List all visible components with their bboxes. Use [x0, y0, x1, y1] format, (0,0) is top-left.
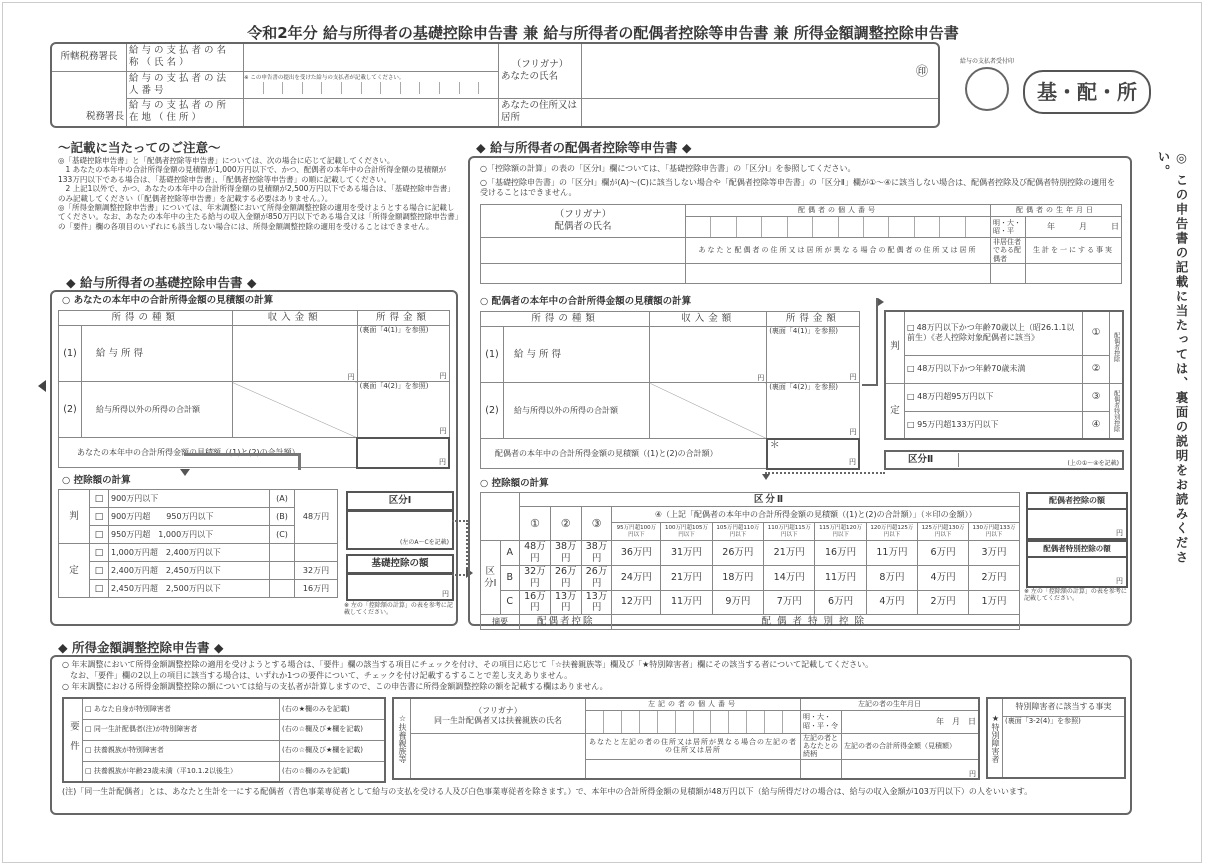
ref-note: (裏面「4(1)」を参照) [359, 326, 429, 334]
judge-option[interactable]: □ 48万円以下かつ年齢70歳以上（昭26.1.1以前生）《老人控除対象配偶者に該当》 [905, 311, 1083, 355]
sub-range-head: 125万円超130万円以下 [918, 523, 969, 541]
era-label: 明・大・昭・平・令 [801, 710, 842, 733]
kubun2-label: 区分Ⅱ [908, 454, 934, 465]
seal-mark: ㊞ [915, 64, 928, 79]
spouse-note-1: ○「控除額の計算」の表の「区分Ⅰ」欄については、「基礎控除申告書」の「区分Ⅰ」を参照してください。 [480, 164, 856, 173]
sub-range-head: 95万円超100万円以下 [612, 523, 661, 541]
dependent-address-field[interactable] [586, 759, 801, 779]
summary-right: 配偶者特別控除 [612, 615, 1020, 630]
col-head: ③ [581, 507, 612, 541]
side-label: 配偶者特別控除 [1110, 383, 1124, 439]
judge-label: 判 [59, 490, 90, 544]
option-range: 900万円超 950万円以下 [109, 508, 270, 526]
arrow-down-icon [180, 469, 190, 476]
basic-deduction-table [58, 489, 338, 598]
sub-range-head: 115万円超120万円以下 [815, 523, 866, 541]
fix-label: 定 [885, 383, 905, 439]
furigana-label: （フリガナ） [554, 209, 612, 221]
spouse-deduction-table [480, 492, 1020, 630]
cell: 13万円 [550, 590, 581, 615]
spouse-out-note: ※ 左の「控除額の計算」の表を参考に記載してください。 [1024, 588, 1127, 603]
receipt-stamp [959, 58, 1014, 120]
summary-left: 配偶者控除 [520, 615, 612, 630]
cell: 6万円 [918, 541, 969, 566]
judge-label: 判 [885, 311, 905, 383]
star-label: ☆扶養親族等 [393, 698, 411, 779]
judge-code: ③ [1083, 383, 1110, 411]
col-income-amount: 所得金額 [767, 312, 859, 327]
ref-note: (裏面「4(2)」を参照) [769, 383, 839, 391]
spouse-name-field[interactable] [481, 238, 686, 264]
side-label: 配偶者控除 [1110, 311, 1124, 383]
req-text: 同一生計配偶者(注)が特別障害者 [93, 725, 198, 734]
basic-income-table [58, 310, 450, 469]
req-note: (右の☆欄及び★欄を記載) [280, 740, 386, 761]
summary-label: 摘要 [481, 615, 520, 630]
salary-income-field[interactable] [357, 326, 449, 382]
cell: 11万円 [866, 541, 917, 566]
payer-address-label: 給与の支払者の所在地（住所） [127, 98, 244, 126]
req-text: あなた自身が特別障害者 [93, 704, 171, 713]
cell: 38万円 [581, 541, 612, 566]
ref-note: (裏面「4(1)」を参照) [769, 327, 839, 335]
col-income-amount: 所得金額 [357, 311, 449, 326]
kubun2-note: (上の①〜④を記載) [1067, 459, 1119, 467]
adjust-section-title: ◆ 所得金額調整控除申告書 ◆ [58, 640, 224, 655]
req-text: 扶養親族が特別障害者 [93, 746, 164, 755]
same-living-label: 生計を一にする事実 [1026, 238, 1122, 264]
payer-number-label: 給与の支払者の法人番号 [127, 71, 244, 98]
income-label: 左記の者の合計所得金額（見積額） [842, 733, 980, 759]
checkbox[interactable]: □ [90, 580, 109, 598]
cell: 36万円 [612, 541, 661, 566]
judge-code: ① [1083, 311, 1110, 355]
cell: 16万円 [815, 541, 866, 566]
your-address-label: あなたの住所又は居所 [499, 98, 582, 126]
option-range: 950万円超 1,000万円以下 [109, 526, 270, 544]
kubun1-label: 区分Ⅰ [346, 491, 454, 511]
row-salary-label: 給与所得 [504, 327, 650, 383]
caution-item: ◎「基礎控除申告書」と「配偶者控除等申告書」については、次の場合に応じて記載してください。 [58, 156, 395, 165]
mynumber-label: 左記の者の個人番号 [586, 698, 801, 710]
row-number: (2) [59, 382, 82, 438]
cell: 18万円 [712, 565, 763, 590]
caution-item: 2 上記1以外で、かつ、あなたの本年中の合計所得金額の見積額が2,500万円以下である場合は、「基礎控除申告書」のみ記載してください（「配偶者控除等申告書」を記載する必要はありません。）。 [58, 184, 455, 203]
sub-range-head: 100万円超105万円以下 [661, 523, 712, 541]
arrow-line [876, 298, 878, 386]
checkbox[interactable]: □ [90, 526, 109, 544]
nonresident-label: 非居住者である配偶者 [991, 238, 1026, 264]
option-code: (B) [270, 508, 295, 526]
adjust-note: ○ 年末調整における所得金額調整控除の額については給与の支払者が計算しますので、この申告書に所得金額調整控除の額を記載する欄はありません。 [62, 682, 608, 691]
yen-unit: 円 [849, 458, 856, 467]
caution-title: 〜記載に当たってのご注意〜 [58, 140, 221, 155]
checkbox[interactable]: □ [90, 562, 109, 580]
mynumber-label: 配偶者の個人番号 [686, 205, 991, 217]
basic-section-title: ◆ 給与所得者の基礎控除申告書 ◆ [66, 275, 257, 290]
other-income-field[interactable] [767, 383, 859, 439]
yen-unit: 円 [849, 428, 857, 437]
office-label: 所轄税務署長 [52, 44, 127, 71]
cell: 9万円 [712, 590, 763, 615]
option-range: 2,400万円超 2,450万円以下 [109, 562, 270, 580]
req-note: (右の☆欄及び★欄を記載) [280, 719, 386, 740]
checkbox[interactable]: □ [90, 490, 109, 508]
kubun1-note: (左のA〜Cを記載) [400, 538, 449, 546]
tax-office-suffix: 税務署長 [85, 111, 124, 123]
cell: 2万円 [969, 565, 1020, 590]
total-income-field[interactable] [767, 439, 859, 469]
row-number: (2) [481, 383, 504, 439]
yen-unit: 円 [969, 769, 976, 778]
req-label: 要件 [63, 698, 83, 782]
col-income-type: 所得の種類 [481, 312, 650, 327]
arrow-line [765, 472, 885, 476]
yen-unit: 円 [439, 371, 447, 380]
cell: 38万円 [550, 541, 581, 566]
req-note: (右の★欄のみを記載) [280, 698, 386, 719]
requirements-table [62, 697, 386, 783]
cell: 7万円 [764, 590, 815, 615]
row-other-label: 給与所得以外の所得の合計額 [82, 382, 233, 438]
judge-option-text: 48万円以下かつ年齢70歳未満 [917, 364, 1026, 373]
col-head: ① [520, 507, 551, 541]
judge-option[interactable]: □ 48万円以下かつ年齢70歳未満 [905, 355, 1083, 383]
asterisk-mark: ＊ [769, 439, 780, 451]
cell: 2万円 [918, 590, 969, 615]
judge-code: ② [1083, 355, 1110, 383]
mynumber-field[interactable] [586, 710, 801, 733]
payer-name-field[interactable] [244, 44, 499, 71]
special-ref: (裏面「3-2(4)」を参照) [1005, 716, 1081, 725]
nonresident-field[interactable] [991, 264, 1026, 284]
other-income-field[interactable] [357, 382, 449, 438]
col-head: ② [550, 507, 581, 541]
row-number: (1) [59, 326, 82, 382]
req-note: (右の☆欄のみを記載) [280, 761, 386, 782]
spouse-income-table [480, 311, 860, 470]
cell: 1万円 [969, 590, 1020, 615]
spouse-calc-title: ○ 配偶者の本年中の合計所得金額の見積額の計算 [480, 296, 692, 307]
yen-unit: 円 [439, 427, 447, 436]
other-revenue-cell [232, 382, 357, 438]
birth-field[interactable]: 年 月 日 [1026, 217, 1122, 238]
cell: 4万円 [918, 565, 969, 590]
era-label: 明・大・昭・平 [991, 217, 1026, 238]
basic-amount-field[interactable] [346, 573, 454, 601]
page-title: 令和2年分 給与所得者の基礎控除申告書 兼 給与所得者の配偶者控除等申告書 兼 所得金額調整控除申告書 [247, 24, 959, 42]
total-income-field[interactable] [357, 438, 449, 468]
basic-amount-label: 基礎控除の額 [346, 554, 454, 574]
amount-16: 16万円 [295, 580, 338, 598]
cell: 3万円 [969, 541, 1020, 566]
furigana-label: （フリガナ） [474, 705, 522, 715]
judge-option-text: 95万円超133万円以下 [917, 419, 999, 429]
req-text: 扶養親族が年齢23歳未満（平10.1.2以後生） [93, 767, 238, 776]
basic-calc-title: ○ あなたの本年中の合計所得金額の見積額の計算 [62, 295, 274, 306]
yen-unit: 円 [347, 372, 355, 381]
row-salary-label: 給与所得 [82, 326, 233, 382]
yen-unit: 円 [1116, 576, 1123, 585]
cell: 6万円 [815, 590, 866, 615]
option-range: 1,000万円超 2,400万円以下 [109, 544, 270, 562]
cell: 16万円 [520, 590, 551, 615]
sub-range-head: 105万円超110万円以下 [712, 523, 763, 541]
cell: 26万円 [550, 565, 581, 590]
cell: 14万円 [764, 565, 815, 590]
col-revenue: 収入金額 [650, 312, 767, 327]
kubun2-box [884, 450, 1124, 470]
spouse-section-title: ◆ 給与所得者の配偶者控除等申告書 ◆ [476, 140, 692, 155]
cell: 24万円 [612, 565, 661, 590]
req-item[interactable]: □ 扶養親族が特別障害者 [83, 740, 280, 761]
spouse-deduction-label: 配偶者控除の額 [1026, 492, 1128, 510]
basic-deduction-title: ○ 控除額の計算 [62, 475, 131, 486]
cell: 12万円 [612, 590, 661, 615]
cell: 32万円 [520, 565, 551, 590]
adjust-note: ○ 年末調整において所得金額調整控除の適用を受けようとする場合は、「要件」欄の該当する項目にチェックを付け、その項目に応じて「☆扶養親族等」欄及び「★特別障害者」欄にその該当する者について記載してください。 [62, 660, 874, 669]
dependent-income-field[interactable] [842, 759, 980, 779]
spouse-address-field[interactable] [686, 264, 991, 284]
payer-number-boxes [244, 82, 498, 94]
spouse-deduction-field[interactable] [1026, 508, 1128, 540]
adjust-frame [50, 655, 1132, 815]
option-code: (A) [270, 490, 295, 508]
your-address-field[interactable] [582, 98, 939, 126]
cell: 8万円 [866, 565, 917, 590]
spouse-name-cell[interactable] [481, 205, 686, 238]
kubun1-side: 区分Ⅰ [481, 541, 501, 615]
sub-range-head: 110万円超115万円以下 [764, 523, 815, 541]
row-other-label: 給与所得以外の所得の合計額 [504, 383, 650, 439]
header-frame [50, 42, 940, 128]
checkbox[interactable]: □ [90, 508, 109, 526]
cell: 11万円 [815, 565, 866, 590]
payer-name-label: 給与の支払者の名称（氏名） [127, 44, 244, 71]
sub-range-head: 120万円超125万円以下 [866, 523, 917, 541]
cell: 26万円 [712, 541, 763, 566]
col-revenue: 収入金額 [232, 311, 357, 326]
cell: 11万円 [661, 590, 712, 615]
cell: 26万円 [581, 565, 612, 590]
yen-unit: 円 [439, 458, 446, 467]
option-code [270, 562, 295, 580]
fix-label: 定 [59, 544, 90, 598]
relation-field[interactable] [801, 759, 842, 779]
birth-label: 左記の者の生年月日 [801, 698, 980, 710]
stamp-circle [965, 67, 1009, 111]
req-item[interactable]: □ 同一生計配偶者(注)が特別障害者 [83, 719, 280, 740]
spouse-deduction-title: ○ 控除額の計算 [480, 478, 549, 489]
address-label: あなたと左記の者の住所又は居所が異なる場合の左記の者の住所又は居所 [586, 733, 801, 759]
total-label: あなたの本年中の合計所得金額の見積額（(1)と(2)の合計額） [59, 438, 358, 468]
caution-notes [58, 156, 460, 231]
special-label: 特別障害者に該当する事実 [1003, 698, 1126, 716]
yen-unit: 円 [757, 373, 765, 382]
caution-item: 1 あなたの本年中の合計所得金額の見積額が1,000万円以下で、かつ、配偶者の本年中の合計所得金額の見積額が133万円以下である場合は、「基礎控除申告書」、「配偶者控除等申告書」の順に記載してください。 [58, 165, 447, 184]
kubun1-field[interactable] [346, 510, 454, 550]
cell: 31万円 [661, 541, 712, 566]
yen-unit: 円 [1116, 528, 1123, 537]
option-code [270, 544, 295, 562]
tax-office-field[interactable] [52, 71, 127, 126]
total-label: 配偶者の本年中の合計所得金額の見積額（(1)と(2)の合計額） [481, 439, 767, 469]
arrow-right-icon [878, 298, 884, 306]
amount-blank [295, 544, 338, 562]
dependent-name-label: 同一生計配偶者又は扶養親族の氏名 [434, 715, 562, 725]
amount-32: 32万円 [295, 562, 338, 580]
spouse-info-table [480, 204, 1122, 284]
salary-revenue-field[interactable] [232, 326, 357, 382]
judge-option[interactable]: □ 95万円超133万円以下 [905, 411, 1083, 439]
req-item[interactable]: □ あなた自身が特別障害者 [83, 698, 280, 719]
salary-revenue-field[interactable] [650, 327, 767, 383]
spouse-note-2: ○「基礎控除申告書」の「区分Ⅰ」欄が(A)〜(C)に該当しない場合や「配偶者控除等申告書」の「区分Ⅱ」欄が①〜④に該当しない場合は、配偶者控除及び配偶者特別控除の適用を受けることはできません。 [480, 178, 1116, 197]
dependent-table [392, 697, 980, 780]
cell: 21万円 [661, 565, 712, 590]
relation-label: 左記の者とあなたとの続柄 [801, 733, 842, 759]
side-notice: ◎ この申告書の記載に当たっては、裏面の説明をお読みください。 [1156, 150, 1189, 565]
option-code: (C) [270, 526, 295, 544]
checkbox[interactable]: □ [90, 544, 109, 562]
your-name-field[interactable] [582, 44, 939, 98]
spouse-extra-field[interactable] [481, 264, 686, 284]
birth-label: 配偶者の生年月日 [991, 205, 1122, 217]
dependent-name-cell[interactable] [411, 698, 586, 733]
judge-code: ④ [1083, 411, 1110, 439]
payer-number-note: ※ この申告書の提出を受けた給与の支払者が記載してください。 [244, 75, 405, 82]
left-arrow-icon [38, 380, 46, 392]
yen-unit: 円 [849, 372, 857, 381]
option-range: 2,450万円超 2,500万円以下 [109, 580, 270, 598]
judge-option[interactable]: □ 48万円超95万円以下 [905, 383, 1083, 411]
your-name-label: あなたの氏名 [501, 70, 559, 82]
amount-48: 48万円 [295, 490, 338, 544]
row-code: C [500, 590, 520, 615]
special-deduction-field[interactable] [1026, 556, 1128, 588]
cell: 48万円 [520, 541, 551, 566]
stamp-ring-text: 給与の支払者受付印 [959, 58, 1014, 65]
furigana-label: （フリガナ） [511, 58, 569, 70]
spouse-judge-table [884, 310, 1124, 440]
option-range: 900万円以下 [109, 490, 270, 508]
same-living-field[interactable] [1026, 264, 1122, 284]
col4-head: ④（上記「配偶者の本年中の合計所得金額の見積額（(1)と(2)の合計額）」（＊印の金額）） [612, 507, 1020, 523]
payer-number-field[interactable] [244, 71, 499, 98]
special-deduction-label: 配偶者特別控除の額 [1026, 540, 1128, 558]
cell: 4万円 [866, 590, 917, 615]
spouse-name-label: 配偶者の氏名 [554, 221, 612, 232]
basic-frame [50, 290, 458, 626]
address-label: あなたと配偶者の住所又は居所が異なる場合の配偶者の住所又は居所 [686, 238, 991, 264]
judge-option-text: 48万円超95万円以下 [917, 392, 994, 401]
form-type-badge: 基・配・所 [1023, 70, 1151, 114]
special-field[interactable] [1003, 716, 1126, 778]
row-number: (1) [481, 327, 504, 383]
ref-note: (裏面「4(2)」を参照) [359, 382, 429, 390]
mynumber-field[interactable] [686, 217, 991, 238]
basic-amount-note: ※ 左の「控除額の計算」の表を参考に記載してください。 [344, 602, 453, 617]
footnote: (注)「同一生計配偶者」とは、あなたと生計を一にする配偶者（青色事業専従者として給与の支払を受ける人及び白色事業専従者を除きます。）で、本年中の合計所得金額の見積額が48万円以下（給与所得だけの場合は、給与の収入金額が103万円以下）の人をいいます。 [62, 787, 1033, 796]
caution-item: ◎「所得金額調整控除申告書」については、年末調整において所得金額調整控除の適用を受けようとする場合に記載してください。なお、あなたの本年中の主たる給与の収入金額が850万円以下である場合又は「所得金額調整控除申告書」の「要件」欄の各項目のいずれにも該当しない場合には、所得金額調整控除の適用を受けることはできません。 [58, 202, 459, 231]
kubun2-head: 区分Ⅱ [520, 493, 1020, 507]
req-item[interactable]: □ 扶養親族が年齢23歳未満（平10.1.2以後生） [83, 761, 280, 782]
other-revenue-cell [650, 383, 767, 439]
black-star-label: ★特別障害者 [987, 698, 1003, 778]
spouse-frame [468, 156, 1132, 626]
judge-option-text: 48万円以下かつ年齢70歳以上（昭26.1.1以前生）《老人控除対象配偶者に該当》 [907, 323, 1075, 343]
salary-income-field[interactable] [767, 327, 859, 383]
cell: 13万円 [581, 590, 612, 615]
sub-range-head: 130万円超133万円以下 [969, 523, 1020, 541]
row-code: A [500, 541, 520, 566]
arrow-line [184, 453, 301, 470]
yen-unit: 円 [442, 589, 449, 598]
cell: 21万円 [764, 541, 815, 566]
col-income-type: 所得の種類 [59, 311, 233, 326]
adjust-note: なお、「要件」欄の2以上の項目に該当する場合は、いずれか1つの要件について、チェックを付け記載するすることで差し支えありません。 [62, 671, 573, 680]
dependent-name-field[interactable] [411, 733, 586, 779]
row-code: B [500, 565, 520, 590]
payer-address-field[interactable] [244, 98, 499, 126]
special-disability-table [986, 697, 1126, 779]
option-code [270, 580, 295, 598]
birth-field[interactable]: 年 月 日 [842, 710, 980, 733]
